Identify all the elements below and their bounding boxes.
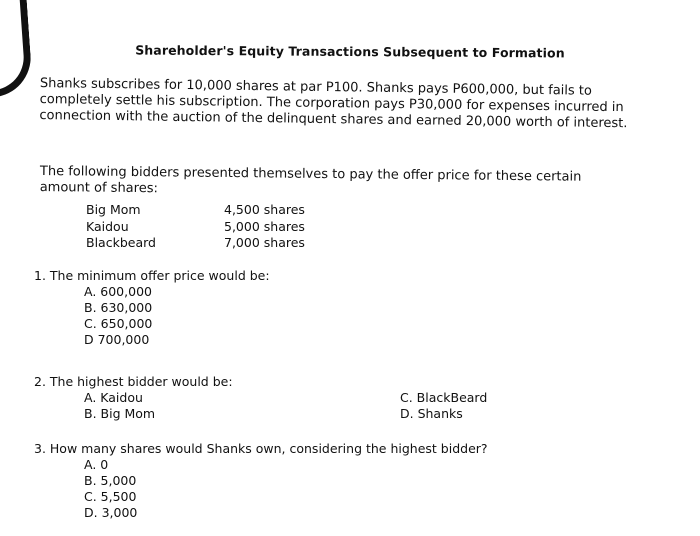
- question-2: [34, 374, 488, 421]
- option-d: D. 3,000: [84, 505, 138, 520]
- document-title: Shareholder's Equity Transactions Subsequent to Formation: [135, 42, 565, 61]
- bidder-row: [86, 202, 344, 219]
- question-text: 2. The highest bidder would be:: [34, 374, 233, 389]
- option-d: D 700,000: [84, 332, 150, 347]
- option-c: C. BlackBeard: [400, 390, 488, 405]
- bidder-shares: 4,500 shares: [224, 202, 305, 217]
- question-text: 3. How many shares would Shanks own, considering the highest bidder?: [34, 441, 488, 456]
- option-b: B. 630,000: [84, 300, 153, 315]
- bidder-name: Big Mom: [86, 202, 141, 217]
- question-3: [34, 441, 488, 521]
- bidder-name: Blackbeard: [86, 235, 156, 250]
- bidder-row: [86, 235, 344, 252]
- bidder-shares: 5,000 shares: [224, 218, 305, 234]
- bidder-name: Kaidou: [86, 218, 129, 234]
- option-c: C. 5,500: [84, 489, 137, 504]
- question-1: [34, 268, 270, 348]
- options-list: [34, 284, 270, 348]
- bidder-list: [86, 202, 344, 252]
- options-list: [34, 457, 488, 521]
- option-d: D. Shanks: [400, 406, 463, 421]
- bidder-row: [86, 219, 344, 236]
- bidders-intro-paragraph: The following bidders presented themselves to pay the offer price for these certain amount of shares:: [39, 164, 582, 197]
- option-c: C. 650,000: [84, 316, 153, 331]
- problem-paragraph: Shanks subscribes for 10,000 shares at par P100. Shanks pays P600,000, but fails to completely settle his subscription. The corporation pays P30,000 for expenses incurred in connection with the auction of the delinquent shares and earned 20,000 worth of interest.: [39, 76, 628, 132]
- question-text: 1. The minimum offer price would be:: [34, 268, 270, 283]
- option-a: A. 0: [84, 457, 109, 472]
- option-a: A. 600,000: [84, 284, 152, 299]
- option-b: B. 5,000: [84, 473, 137, 488]
- option-b: B. Big Mom: [84, 406, 156, 421]
- bidder-shares: 7,000 shares: [224, 235, 305, 250]
- option-a: A. Kaidou: [84, 390, 143, 405]
